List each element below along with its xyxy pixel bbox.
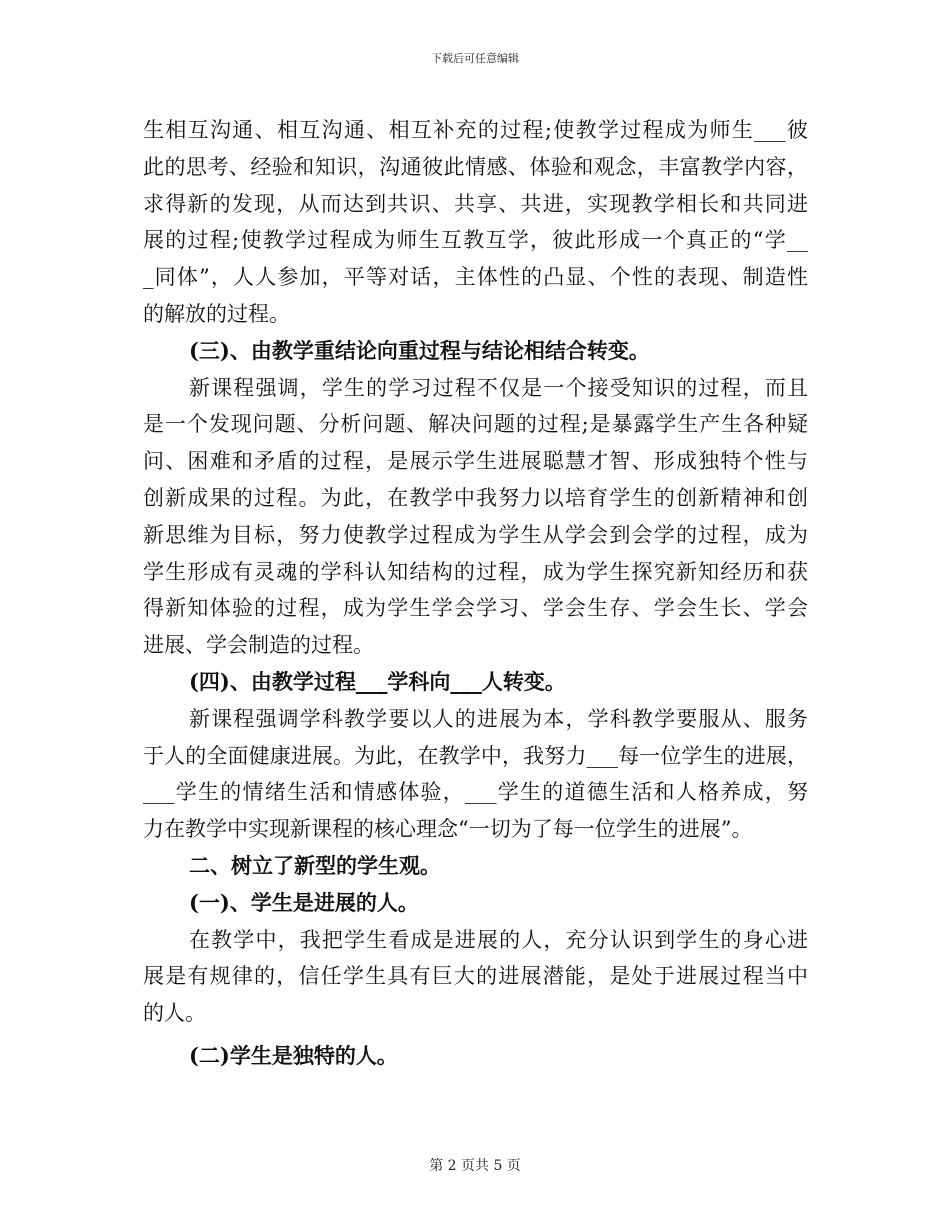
text-line: 新思维为目标，努力使教学过程成为学生从学会到会学的过程，成为 <box>143 522 808 547</box>
text-line: 得新知体验的过程，成为学生学会学习、学会生存、学会生长、学会 <box>143 596 808 621</box>
text-line: 生相互沟通、相互沟通、相互补充的过程;使教学过程成为师生___彼 <box>143 118 808 142</box>
text-line: 的解放的过程。 <box>143 301 290 326</box>
section-heading-4: (四)、由教学过程___学科向___人转变。 <box>189 668 566 694</box>
text-line: 是一个发现问题、分析问题、解决问题的过程;是暴露学生产生各种疑 <box>143 412 808 437</box>
section-heading-2: (二)学生是独特的人。 <box>189 1042 398 1068</box>
text-line: 的人。 <box>143 1001 206 1026</box>
text-line: 新课程强调，学生的学习过程不仅是一个接受知识的过程，而且 <box>189 375 808 400</box>
text-line: 问、困难和矛盾的过程，是展示学生进展聪慧才智、形成独特个性与 <box>143 449 808 474</box>
page-footer: 第 2 页共 5 页 <box>429 1158 521 1174</box>
text-line: 求得新的发现，从而达到共识、共享、共进，实现教学相长和共同进 <box>143 191 808 216</box>
text-line: ___学生的情绪生活和情感体验，___学生的道德生活和人格养成，努 <box>143 780 808 805</box>
text-line: 展的过程;使教学过程成为师生互教互学，彼此形成一个真正的“学__ <box>143 228 808 253</box>
text-line: 此的思考、经验和知识，沟通彼此情感、体验和观念，丰富教学内容， <box>143 154 808 179</box>
text-line: 创新成果的过程。为此，在教学中我努力以培育学生的创新精神和创 <box>143 485 808 510</box>
section-heading-1: (一)、学生是进展的人。 <box>189 889 419 915</box>
text-line: 力在教学中实现新课程的核心理念“一切为了每一位学生的进展”。 <box>143 817 753 842</box>
chapter-heading-2: 二、树立了新型的学生观。 <box>189 852 441 878</box>
text-line: 学生形成有灵魂的学科认知结构的过程，成为学生探究新知经历和获 <box>143 559 808 584</box>
page-header: 下载后可任意编辑 <box>431 52 519 65</box>
section-heading-3: (三)、由教学重结论向重过程与结论相结合转变。 <box>189 337 650 363</box>
text-line: 于人的全面健康进展。为此，在教学中，我努力___每一位学生的进展， <box>143 743 808 768</box>
text-line: 展是有规律的，信任学生具有巨大的进展潜能，是处于进展过程当中 <box>143 964 808 989</box>
document-body <box>143 112 808 1075</box>
text-line: _同体”，人人参加，平等对话，主体性的凸显、个性的表现、制造性 <box>143 265 808 290</box>
text-line: 进展、学会制造的过程。 <box>143 633 374 658</box>
text-line: 在教学中，我把学生看成是进展的人，充分认识到学生的身心进 <box>189 927 808 952</box>
text-line: 新课程强调学科教学要以人的进展为本，学科教学要服从、服务 <box>189 706 808 731</box>
